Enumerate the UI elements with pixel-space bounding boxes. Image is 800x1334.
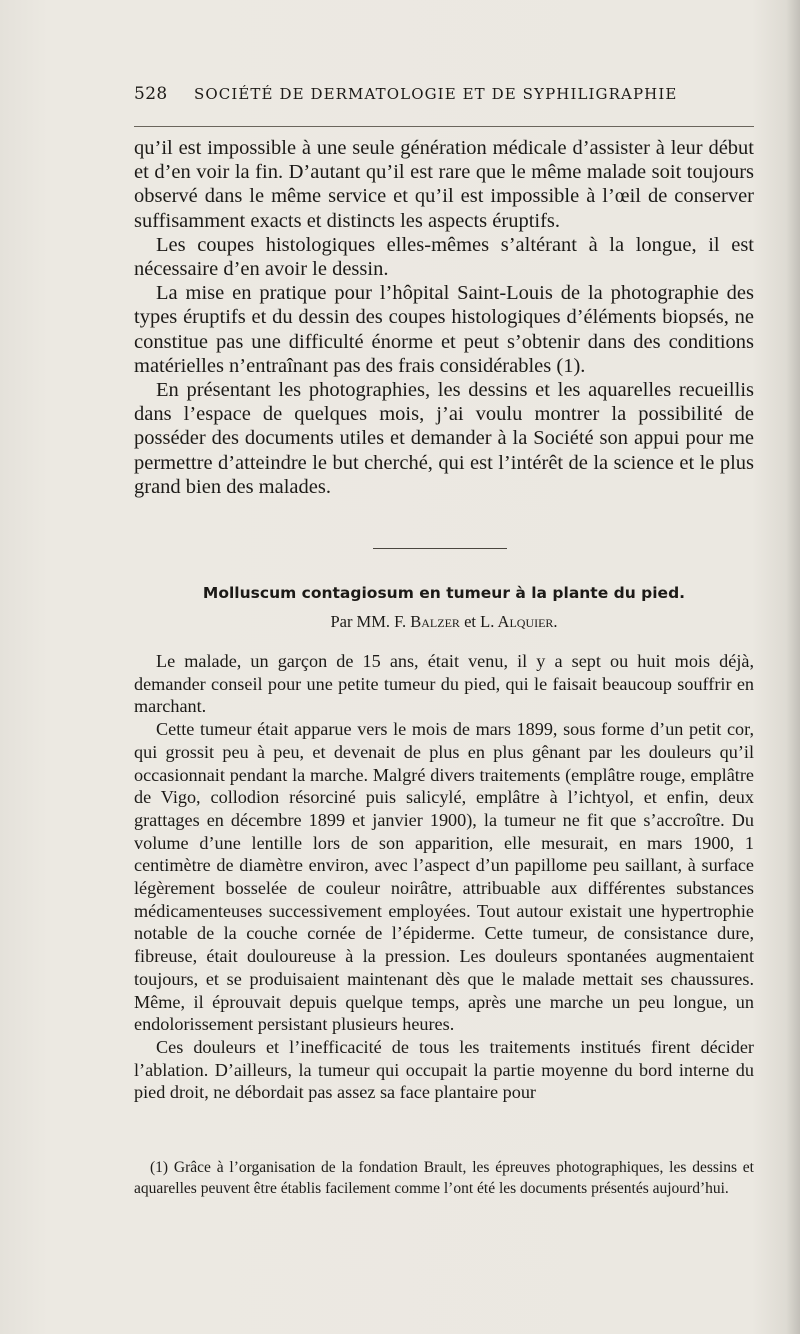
paragraph: qu’il est impossible à une seule génération médicale d’assister à leur début et d’en voir la fin. D’autant qu’il est rare que le même malade soit toujours observé dans le même service et qu’il est impossible à l’œil de conserver suffisamment exacts et distincts les aspects éruptifs. — [134, 137, 754, 232]
article-body — [134, 650, 754, 1104]
footnote — [134, 1157, 754, 1199]
article-title: Molluscum contagiosum en tumeur à la plante du pied. — [202, 584, 686, 602]
paragraph: En présentant les photographies, les dessins et les aquarelles recueillis dans l’espace de quelques mois, j’ai voulu montrer la possibilité de posséder des documents utiles et demander à la Société son appui pour me permettre d’atteindre le but cherché, qui est l’intérêt de la science et le plus grand bien des malades. — [134, 379, 754, 498]
continued-text — [134, 136, 754, 499]
header-rule — [134, 126, 754, 127]
section-separator — [373, 548, 507, 549]
paragraph: Ces douleurs et l’inefficacité de tous les traitements institués firent décider l’ablation. D’ailleurs, la tumeur qui occupait la partie moyenne du bord interne du pied droit, ne débordait pas assez sa face plantaire pour — [134, 1036, 754, 1103]
paragraph: La mise en pratique pour l’hôpital Saint-Louis de la photographie des types éruptifs et du dessin des coupes histologiques d’éléments biopsés, ne constitue pas une difficulté énorme et peut s’obtenir dans des conditions matérielles n’entraînant pas des frais considérables (1). — [134, 282, 754, 377]
paragraph: Les coupes histologiques elles-mêmes s’altérant à la longue, il est nécessaire d’en avoir le dessin. — [134, 233, 754, 281]
paragraph: Cette tumeur était apparue vers le mois de mars 1899, sous forme d’un petit cor, qui grossit peu à peu, et devenait de plus en plus gênant par les douleurs qu’il occasionnait pendant la marche. Malgré divers traitements (emplâtre rouge, emplâtre de Vigo, collodion résorciné puis salicylé, emplâtre à l’ichtyol, et enfin, deux grattages en décembre 1899 et janvier 1900), la tumeur ne fit que s’accroître. Du volume d’une lentille lors de son apparition, elle mesurait, en mars 1900, 1 centimètre de diamètre environ, avec l’aspect d’un papillome peu saillant, à surface légèrement bosselée de couleur noirâtre, attribuable aux différentes substances médicamenteuses successivement employées. Tout autour existait une hypertrophie notable de la couche cornée de l’épiderme. Cette tumeur, de consistance dure, fibreuse, était douloureuse à la pression. Les douleurs spontanées augmentaient toujours, et se produisaient maintenant dès que le malade mettait ses chaussures. Même, il éprouvait depuis quelque temps, après une marche un peu longue, un endolorissement persistant plusieurs heures. — [134, 719, 754, 1035]
running-title: SOCIÉTÉ DE DERMATOLOGIE ET DE SYPHILIGRAPHIE — [194, 85, 678, 103]
paragraph: Le malade, un garçon de 15 ans, était venu, il y a sept ou huit mois déjà, demander conseil pour une petite tumeur du pied, qui le faisait beaucoup souffrir en marchant. — [134, 651, 754, 717]
page-number: 528 — [134, 84, 168, 104]
running-header — [134, 84, 754, 110]
authors-join: et — [459, 612, 481, 631]
author-name: F. Balzer — [394, 612, 460, 631]
page-edge-shadow — [786, 0, 800, 1334]
footnote-text: (1) Grâce à l’organisation de la fondation Brault, les épreuves photographiques, les dessins et aquarelles peuvent être établis facilement comme l’ont été les documents présentés aujourd’hui. — [134, 1159, 754, 1197]
authors-prefix: Par MM. — [330, 612, 395, 631]
article-authors — [134, 612, 754, 632]
author-name: L. Alquier. — [480, 612, 558, 631]
